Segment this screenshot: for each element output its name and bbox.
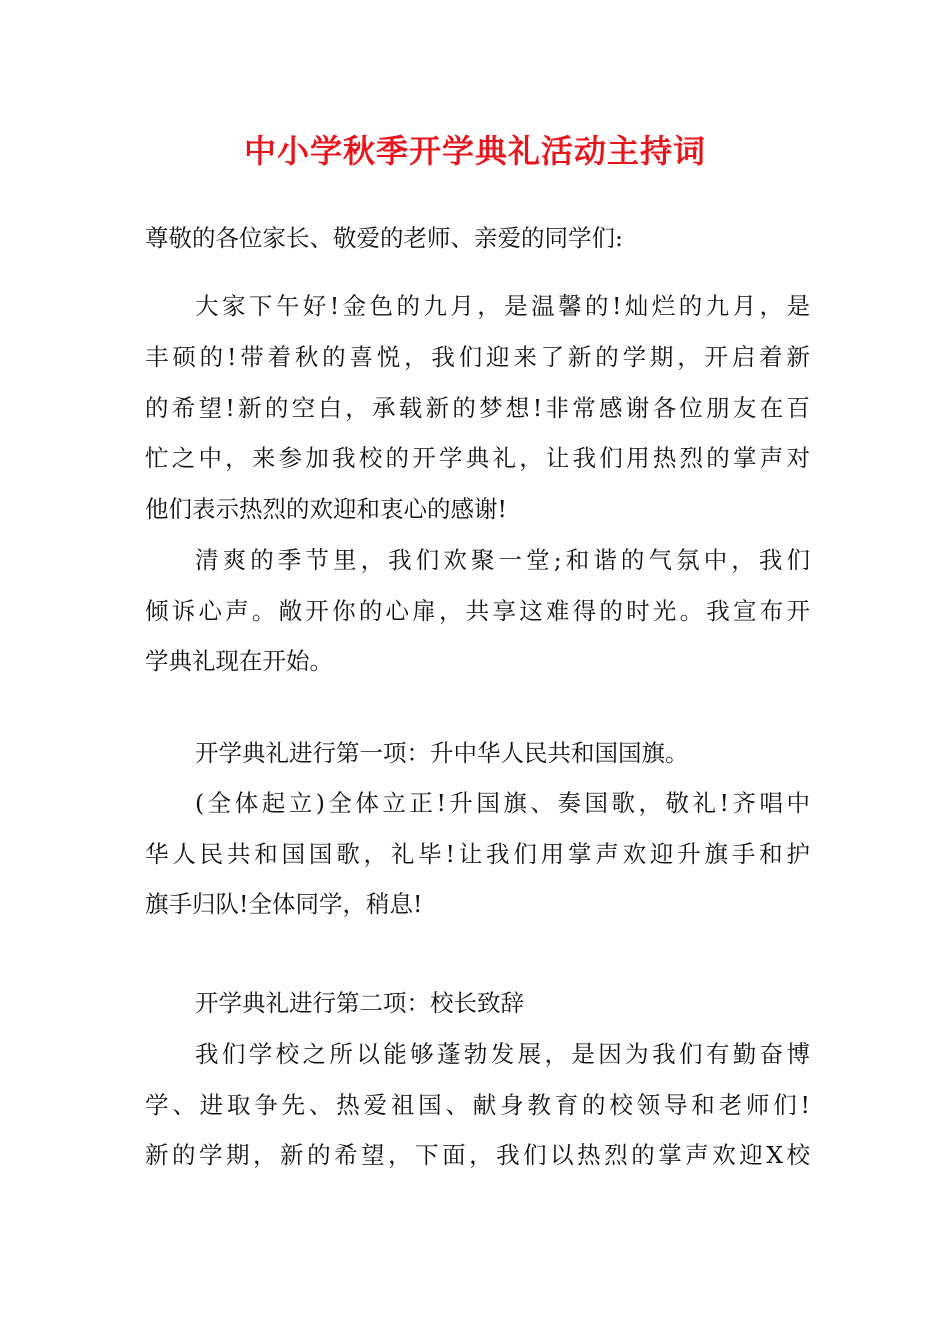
- salutation: 尊敬的各位家长、敬爱的老师、亲爱的同学们:: [145, 224, 623, 252]
- paragraph-4-line-3: 新的学期，新的希望，下面，我们以热烈的掌声欢迎X校: [145, 1141, 810, 1169]
- paragraph-1-line-3: 的希望!新的空白，承载新的梦想!非常感谢各位朋友在百: [145, 394, 810, 422]
- document-title: 中小学秋季开学典礼活动主持词: [243, 132, 706, 170]
- paragraph-1-line-5: 他们表示热烈的欢迎和衷心的感谢!: [145, 495, 507, 523]
- paragraph-3-line-3: 旗手归队!全体同学，稍息!: [145, 890, 423, 918]
- paragraph-1-line-2: 丰硕的!带着秋的喜悦，我们迎来了新的学期，开启着新: [145, 343, 810, 371]
- paragraph-3-line-2: 华人民共和国国歌，礼毕!让我们用掌声欢迎升旗手和护: [145, 840, 810, 868]
- paragraph-3-line-1: (全体起立)全体立正!升国旗、奏国歌，敬礼!齐唱中: [195, 789, 810, 817]
- paragraph-2-line-1: 清爽的季节里，我们欢聚一堂;和谐的气氛中，我们: [195, 546, 810, 574]
- item-1-heading: 开学典礼进行第一项：升中华人民共和国国旗。: [195, 739, 689, 767]
- item-2-heading: 开学典礼进行第二项：校长致辞: [195, 989, 524, 1017]
- paragraph-1-line-4: 忙之中，来参加我校的开学典礼，让我们用热烈的掌声对: [145, 444, 810, 472]
- paragraph-4-line-2: 学、进取争先、热爱祖国、献身教育的校领导和老师们!: [145, 1091, 810, 1119]
- paragraph-2-line-2: 倾诉心声。敞开你的心扉，共享这难得的时光。我宣布开: [145, 597, 810, 625]
- paragraph-2-line-3: 学典礼现在开始。: [145, 647, 333, 675]
- paragraph-1-line-1: 大家下午好!金色的九月，是温馨的!灿烂的九月，是: [195, 292, 810, 320]
- paragraph-4-line-1: 我们学校之所以能够蓬勃发展，是因为我们有勤奋博: [195, 1040, 810, 1068]
